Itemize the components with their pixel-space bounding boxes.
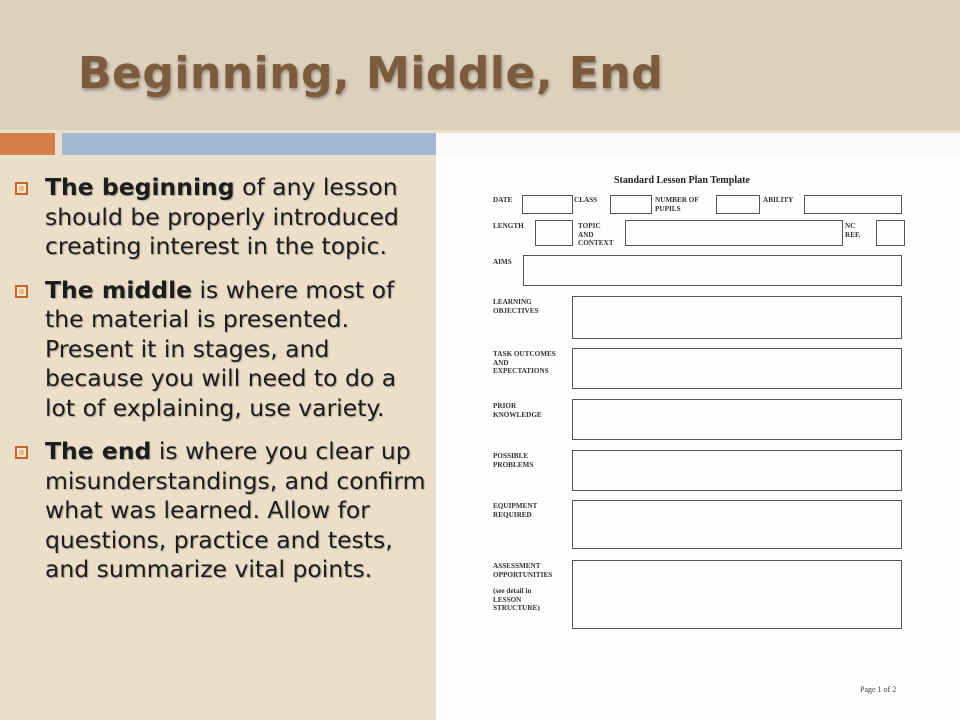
field-class <box>610 195 652 214</box>
label-topic-and-context: TOPIC AND CONTEXT <box>578 222 614 248</box>
field-date <box>522 195 573 214</box>
field-task-outcomes <box>572 348 902 389</box>
field-prior-knowledge <box>572 399 902 440</box>
bullet-lead: The beginning <box>45 173 235 201</box>
bullet-lead: The end <box>45 437 152 465</box>
field-number-of-pupils <box>716 195 760 214</box>
template-title: Standard Lesson Plan Template <box>614 175 750 186</box>
label-equipment-required: EQUIPMENT REQUIRED <box>493 502 538 519</box>
field-nc-ref <box>876 220 905 246</box>
label-prior-knowledge: PRIOR KNOWLEDGE <box>493 402 542 419</box>
label-task-outcomes: TASK OUTCOMES AND EXPECTATIONS <box>493 350 556 376</box>
field-possible-problems <box>572 450 902 491</box>
label-date: DATE <box>493 196 513 204</box>
label-possible-problems: POSSIBLE PROBLEMS <box>493 452 534 469</box>
accent-bar-blue <box>62 133 436 155</box>
bullet-text: is where most of the material is presented. Present it in stages, and because you will need to do a lot of explaining, use variety. <box>45 275 397 422</box>
slide-title: Beginning, Middle, End <box>78 48 664 99</box>
bullet-lead: The middle <box>45 275 193 304</box>
label-assessment-note: (see detail in LESSON STRUCTURE) <box>493 587 540 613</box>
square-bullet-icon <box>15 285 28 298</box>
accent-bar-light <box>436 133 960 155</box>
label-assessment-opportunities: ASSESSMENT OPPORTUNITIES <box>493 562 553 579</box>
label-length: LENGTH <box>493 222 524 230</box>
label-aims: AIMS <box>493 258 512 266</box>
page-number: Page 1 of 2 <box>860 685 897 694</box>
label-class: CLASS <box>574 196 598 204</box>
label-number-of-pupils: NUMBER OF PUPILS <box>655 196 699 213</box>
square-bullet-icon <box>15 182 28 195</box>
field-assessment-opportunities <box>572 560 902 629</box>
field-length <box>535 220 573 246</box>
field-learning-objectives <box>572 296 902 339</box>
label-learning-objectives: LEARNING OBJECTIVES <box>493 298 539 315</box>
accent-bar-orange <box>0 133 55 155</box>
field-aims <box>523 255 902 286</box>
bullet-beginning <box>14 173 432 262</box>
label-ability: ABILITY <box>763 196 794 204</box>
bullet-middle <box>14 276 432 424</box>
field-equipment-required <box>572 500 902 549</box>
bullet-text: of any lesson should be properly introduced creating interest in the topic. <box>45 173 399 260</box>
bullet-end <box>14 437 432 585</box>
field-ability <box>804 195 902 214</box>
label-nc-ref: NC REF. <box>845 222 861 239</box>
square-bullet-icon <box>15 446 28 459</box>
bullet-list <box>14 173 432 599</box>
lesson-plan-template-image <box>436 155 960 720</box>
bullet-text: is where you clear up misunderstandings, and confirm what was learned. Allow for questions, practice and tests, and summarize vital points. <box>45 437 426 583</box>
field-topic-and-context <box>625 220 843 246</box>
